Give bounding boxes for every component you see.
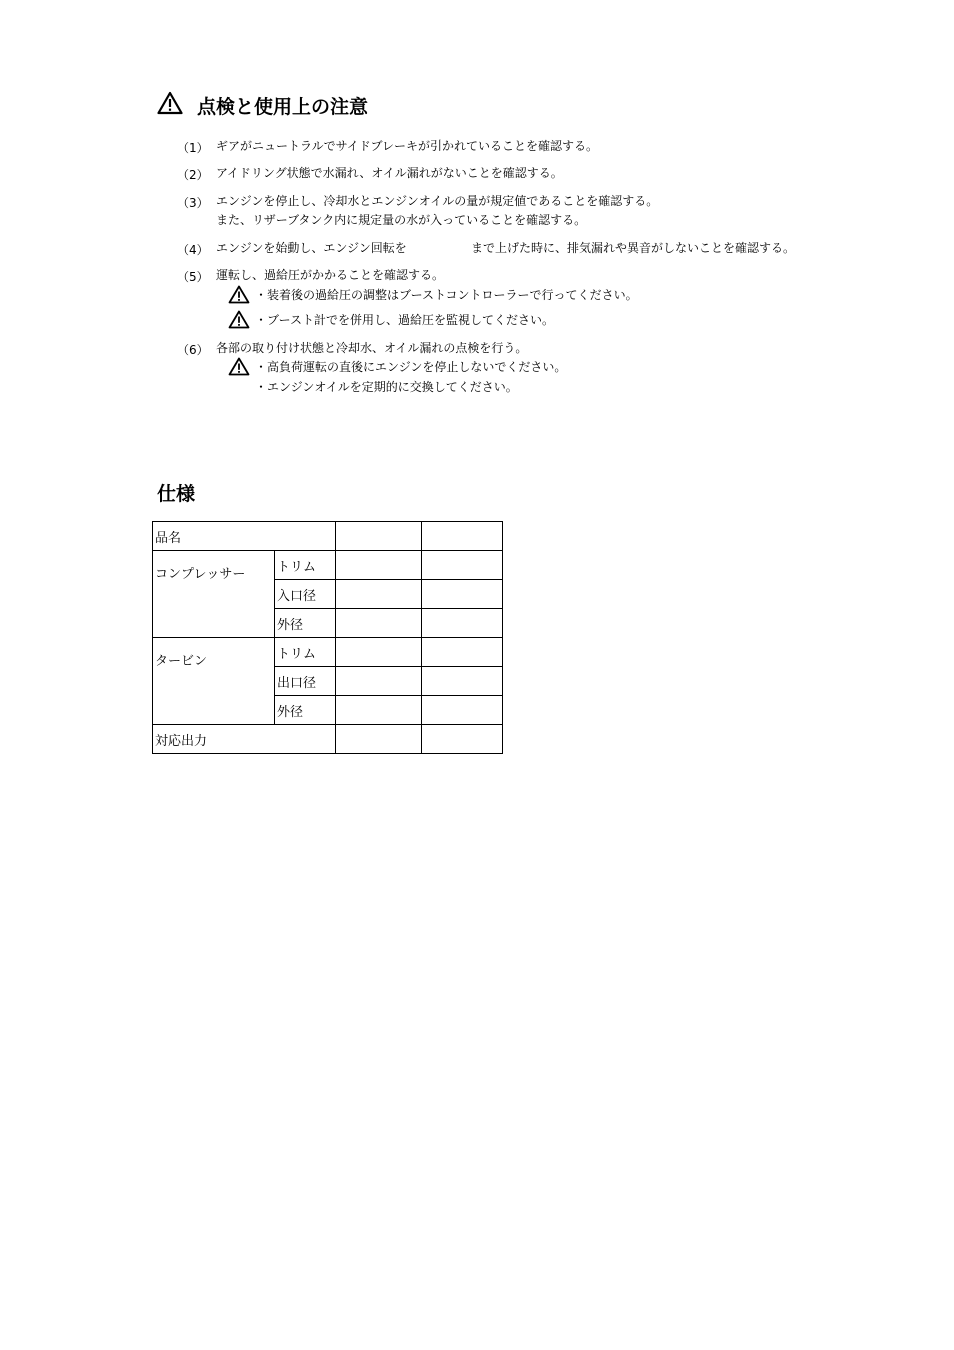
caution-title: 点検と使用上の注意 [197, 96, 369, 118]
table-cell [336, 667, 422, 696]
item-5-note-2: ・ブースト計でを併用し、過給圧を監視してください。 [255, 313, 555, 327]
item-5-note-1: ・装着後の過給圧の調整はブーストコントローラーで行ってください。 [255, 288, 638, 302]
warning-icon [157, 91, 183, 115]
table-cell [422, 696, 503, 725]
turbine-outer-label: 外径 [275, 696, 336, 725]
table-cell [336, 580, 422, 609]
product-name-label: 品名 [153, 522, 336, 551]
warning-icon [228, 310, 250, 329]
output-label: 対応出力 [153, 725, 336, 754]
warning-icon [228, 285, 250, 304]
spec-title: 仕様 [157, 483, 196, 505]
turbine-outlet-label: 出口径 [275, 667, 336, 696]
table-row [153, 551, 503, 580]
table-cell [336, 696, 422, 725]
table-cell [336, 725, 422, 754]
item-6-number: （6） [177, 343, 209, 357]
item-5-text: 運転し、過給圧がかかることを確認する。 [216, 268, 445, 282]
item-4-number: （4） [177, 243, 209, 257]
table-cell [422, 667, 503, 696]
compressor-inlet-label: 入口径 [275, 580, 336, 609]
table-cell [336, 522, 422, 551]
item-1-text: ギアがニュートラルでサイドブレーキが引かれていることを確認する。 [216, 139, 598, 153]
compressor-outer-label: 外径 [275, 609, 336, 638]
turbine-label: タービン [153, 638, 275, 725]
warning-icon [228, 357, 250, 376]
compressor-trim-label: トリム [275, 551, 336, 580]
item-2-text: アイドリング状態で水漏れ、オイル漏れがないことを確認する。 [216, 166, 563, 180]
table-cell [336, 638, 422, 667]
compressor-label: コンプレッサー [153, 551, 275, 638]
item-1-number: （1） [177, 141, 209, 155]
item-3-text-line-1: エンジンを停止し、冷却水とエンジンオイルの量が規定値であることを確認する。 [216, 194, 659, 208]
item-6-note-1: ・高負荷運転の直後にエンジンを停止しないでください。 [255, 360, 567, 374]
table-row [153, 522, 503, 551]
table-cell [422, 638, 503, 667]
spec-table [152, 521, 503, 754]
item-4-text-part-1: エンジンを始動し、エンジン回転を [216, 241, 407, 255]
item-3-text-line-2: また、リザーブタンク内に規定量の水が入っていることを確認する。 [216, 213, 587, 227]
table-cell [422, 522, 503, 551]
item-2-number: （2） [177, 168, 209, 182]
item-4-text-part-2: まで上げた時に、排気漏れや異音がしないことを確認する。 [471, 241, 796, 255]
table-row [153, 638, 503, 667]
table-cell [422, 609, 503, 638]
table-cell [336, 609, 422, 638]
turbine-trim-label: トリム [275, 638, 336, 667]
table-cell [422, 580, 503, 609]
table-cell [422, 725, 503, 754]
table-cell [422, 551, 503, 580]
item-5-number: （5） [177, 270, 209, 284]
item-6-note-2: ・エンジンオイルを定期的に交換してください。 [255, 380, 518, 394]
table-row [153, 725, 503, 754]
item-3-number: （3） [177, 196, 209, 210]
item-6-text: 各部の取り付け状態と冷却水、オイル漏れの点検を行う。 [216, 341, 528, 355]
table-cell [336, 551, 422, 580]
